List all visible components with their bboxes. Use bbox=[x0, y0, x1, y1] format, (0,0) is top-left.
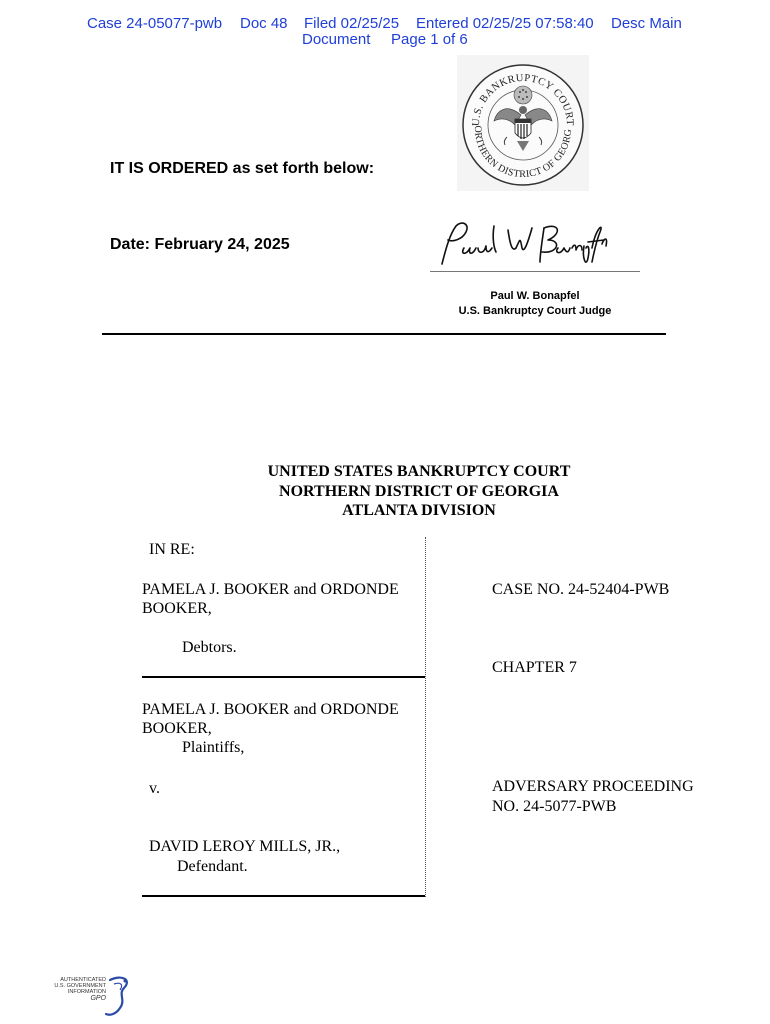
plaintiffs-name-line1: PAMELA J. BOOKER and ORDONDE bbox=[142, 701, 399, 718]
signature-line bbox=[430, 271, 640, 272]
chapter-label: CHAPTER 7 bbox=[492, 659, 577, 676]
header-filed: Filed 02/25/25 bbox=[304, 15, 400, 32]
versus-label: v. bbox=[149, 780, 160, 797]
defendant-name: DAVID LEROY MILLS, JR., bbox=[149, 838, 341, 855]
svg-text:U.S. BANKRUPTCY COURT: U.S. BANKRUPTCY COURT bbox=[470, 72, 576, 127]
gpo-eagle-icon bbox=[104, 974, 134, 1018]
order-date: Date: February 24, 2025 bbox=[110, 236, 290, 253]
debtors-name-line1: PAMELA J. BOOKER and ORDONDE bbox=[142, 581, 399, 598]
caption-divider-bottom bbox=[142, 895, 425, 897]
header-case: Case 24-05077-pwb bbox=[87, 15, 223, 32]
defendant-label: Defendant. bbox=[177, 858, 248, 875]
court-name: UNITED STATES BANKRUPTCY COURT bbox=[267, 463, 571, 480]
svg-text:NORTHERN DISTRICT OF GEORGIA: ORTHERN DISTRICT OF GEORG bbox=[471, 125, 575, 181]
order-divider bbox=[102, 333, 666, 335]
adversary-line1: ADVERSARY PROCEEDING bbox=[492, 778, 694, 795]
debtors-name-line2: BOOKER, bbox=[142, 600, 212, 617]
in-re-label: IN RE: bbox=[149, 541, 195, 558]
plaintiffs-label: Plaintiffs, bbox=[182, 739, 245, 756]
court-division: ATLANTA DIVISION bbox=[342, 502, 496, 519]
judge-title: U.S. Bankruptcy Court Judge bbox=[458, 305, 612, 317]
court-seal bbox=[457, 55, 589, 191]
gpo-line3: INFORMATION bbox=[67, 989, 106, 996]
plaintiffs-name-line2: BOOKER, bbox=[142, 720, 212, 737]
header-desc: Desc Main bbox=[611, 15, 682, 32]
judge-signature bbox=[436, 218, 611, 270]
court-district: NORTHERN DISTRICT OF GEORGIA bbox=[279, 483, 559, 500]
header-doc: Doc 48 bbox=[240, 15, 288, 32]
adversary-line2: NO. 24-5077-PWB bbox=[492, 798, 617, 815]
gpo-mark: GPO bbox=[90, 994, 106, 1002]
gpo-authentication-logo bbox=[44, 974, 134, 1018]
gpo-line2: U.S. GOVERNMENT bbox=[54, 983, 106, 990]
gpo-line1: AUTHENTICATED bbox=[60, 977, 106, 983]
signature-icon bbox=[436, 218, 611, 270]
header-entered: Entered 02/25/25 07:58:40 bbox=[416, 15, 594, 32]
judge-name: Paul W. Bonapfel bbox=[490, 290, 580, 302]
court-seal-icon bbox=[457, 55, 589, 191]
caption-divider-top bbox=[142, 676, 425, 678]
ordered-text: IT IS ORDERED as set forth below: bbox=[110, 160, 375, 177]
header-document: Document bbox=[302, 31, 371, 48]
header-page: Page 1 of 6 bbox=[391, 31, 468, 48]
caption-vertical-divider bbox=[425, 537, 426, 897]
case-number: CASE NO. 24-52404-PWB bbox=[492, 581, 670, 598]
debtors-label: Debtors. bbox=[182, 639, 237, 656]
